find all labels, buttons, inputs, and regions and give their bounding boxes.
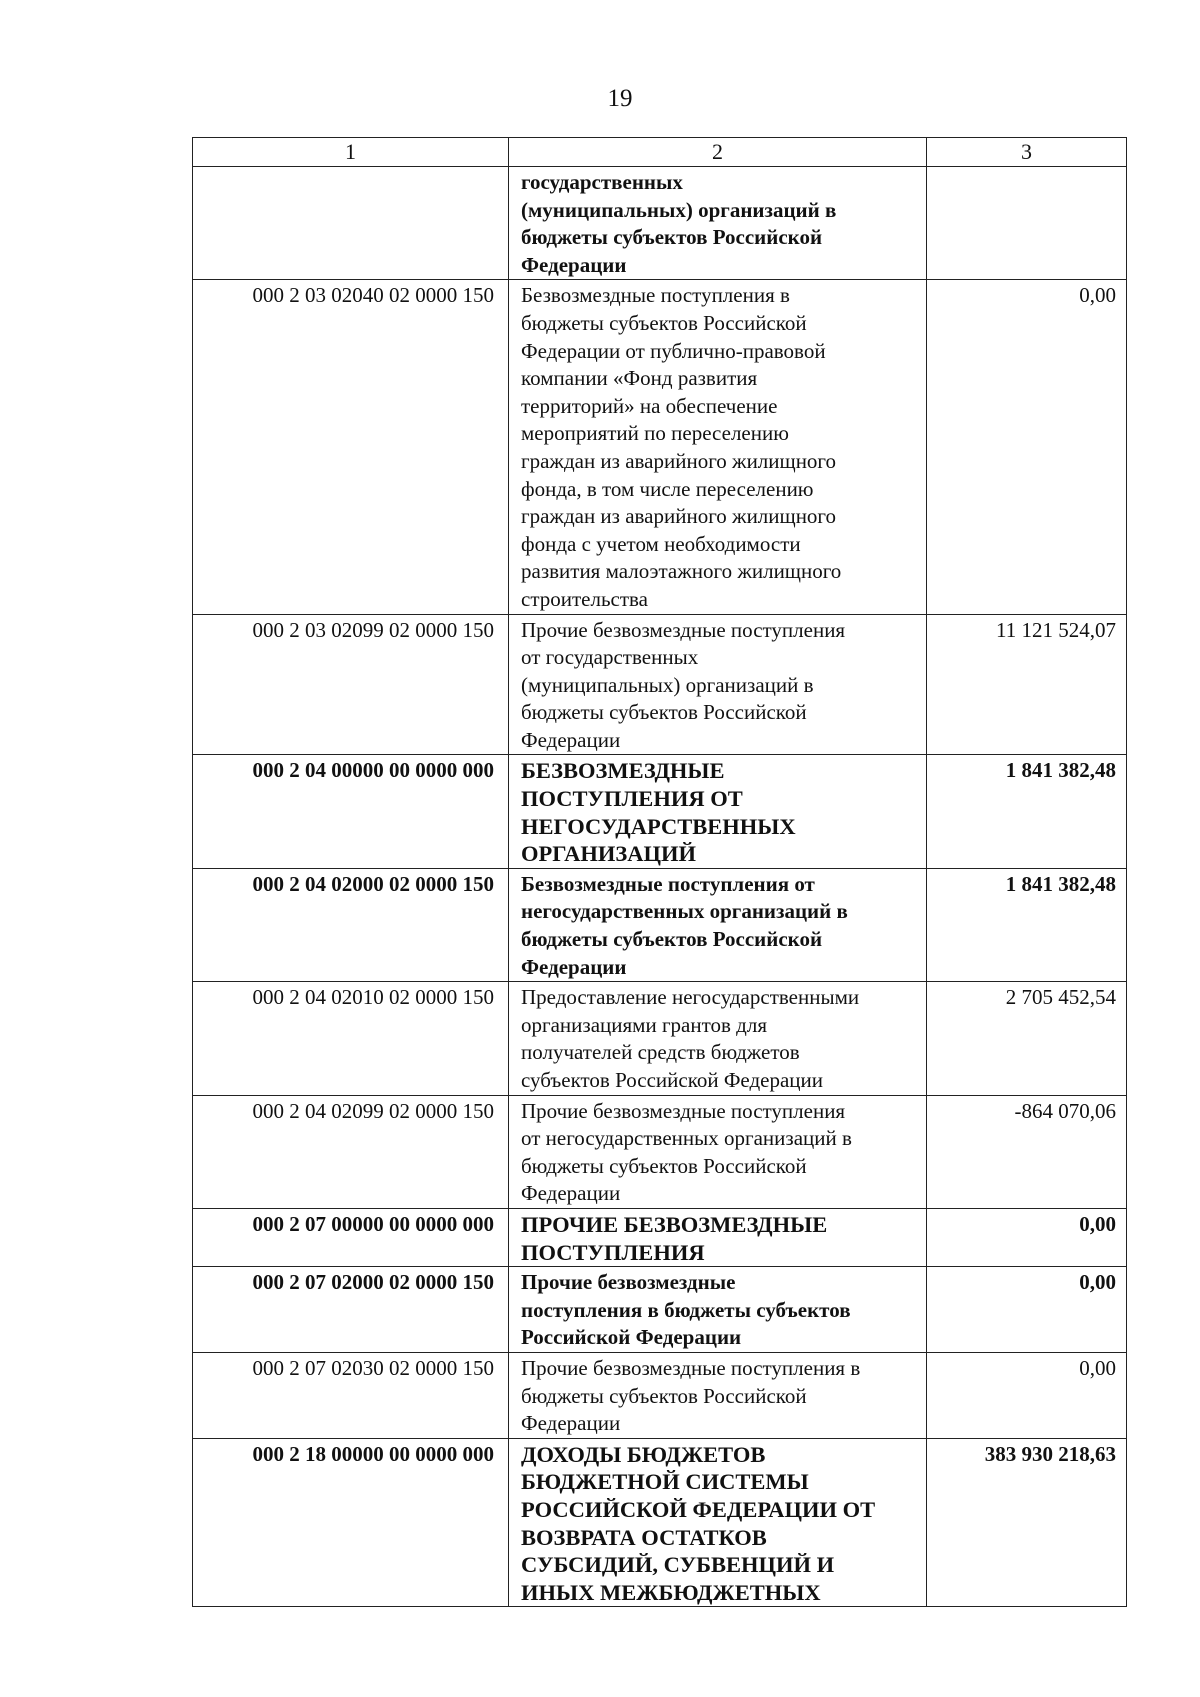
- table-row: [193, 1438, 1127, 1607]
- revenue-name-line: Федерации: [521, 1411, 621, 1436]
- revenue-name-line: территорий» на обеспечение: [521, 393, 778, 418]
- revenue-name-line: Прочие безвозмездные поступления в: [521, 1355, 861, 1380]
- budget-code-cell: 000 2 03 02099 02 0000 150: [193, 614, 509, 755]
- revenue-name-line: поступления в бюджеты субъектов: [521, 1297, 851, 1322]
- revenue-name-line: ПРОЧИЕ БЕЗВОЗМЕЗДНЫЕ: [521, 1211, 828, 1237]
- revenue-name-line: БЮДЖЕТНОЙ СИСТЕМЫ: [521, 1469, 809, 1495]
- column-header-amount: 3: [927, 138, 1127, 167]
- revenue-name-line: ВОЗВРАТА ОСТАТКОВ: [521, 1524, 767, 1550]
- revenue-name-line: бюджеты субъектов Российской: [521, 927, 823, 952]
- revenue-name-line: фонда, в том числе переселению: [521, 476, 814, 501]
- revenue-name-line: ПОСТУПЛЕНИЯ: [521, 1239, 705, 1265]
- column-header-code: 1: [193, 138, 509, 167]
- revenue-name-line: Прочие безвозмездные: [521, 1270, 736, 1295]
- budget-code-cell: 000 2 04 02099 02 0000 150: [193, 1095, 509, 1208]
- amount-cell: 0,00: [927, 1208, 1127, 1266]
- table-row: [193, 1095, 1127, 1208]
- revenue-name-line: РОССИЙСКОЙ ФЕДЕРАЦИИ ОТ: [521, 1496, 876, 1522]
- budget-code-cell: 000 2 07 02030 02 0000 150: [193, 1352, 509, 1438]
- revenue-name-cell: [509, 982, 927, 1095]
- revenue-name-cell: [509, 167, 927, 280]
- revenue-table: [192, 137, 1127, 1607]
- table-header-row: [193, 138, 1127, 167]
- table-row: [193, 868, 1127, 981]
- budget-code-cell: 000 2 18 00000 00 0000 000: [193, 1438, 509, 1607]
- revenue-name-line: от негосударственных организаций в: [521, 1126, 852, 1151]
- revenue-name-line: ПОСТУПЛЕНИЯ ОТ: [521, 786, 743, 812]
- budget-code-cell: 000 2 03 02040 02 0000 150: [193, 280, 509, 614]
- revenue-name-cell: [509, 1208, 927, 1266]
- budget-code-cell: [193, 167, 509, 280]
- column-header-name: 2: [509, 138, 927, 167]
- revenue-name-line: Российской Федерации: [521, 1325, 742, 1350]
- amount-cell: 1 841 382,48: [927, 868, 1127, 981]
- amount-cell: 2 705 452,54: [927, 982, 1127, 1095]
- revenue-name-line: бюджеты субъектов Российской: [521, 1153, 807, 1178]
- amount-cell: 0,00: [927, 280, 1127, 614]
- revenue-name-line: НЕГОСУДАРСТВЕННЫХ: [521, 813, 796, 839]
- revenue-name-line: граждан из аварийного жилищного: [521, 448, 837, 473]
- revenue-name-cell: [509, 1352, 927, 1438]
- revenue-name-line: бюджеты субъектов Российской: [521, 700, 807, 725]
- revenue-name-line: компании «Фонд развития: [521, 366, 758, 391]
- revenue-name-line: бюджеты субъектов Российской: [521, 225, 823, 250]
- amount-cell: 1 841 382,48: [927, 755, 1127, 868]
- revenue-name-line: (муниципальных) организаций в: [521, 197, 837, 222]
- revenue-name-line: Федерации: [521, 252, 627, 277]
- revenue-name-cell: [509, 1267, 927, 1353]
- revenue-name-line: субъектов Российской Федерации: [521, 1068, 824, 1092]
- table-row: [193, 1352, 1127, 1438]
- revenue-name-cell: [509, 1438, 927, 1607]
- revenue-name-line: Федерации: [521, 954, 627, 979]
- revenue-name-line: (муниципальных) организаций в: [521, 672, 814, 697]
- revenue-name-line: от государственных: [521, 645, 699, 670]
- budget-code-cell: 000 2 04 02010 02 0000 150: [193, 982, 509, 1095]
- table-row: [193, 280, 1127, 614]
- amount-cell: [927, 167, 1127, 280]
- amount-cell: -864 070,06: [927, 1095, 1127, 1208]
- page-number: 19: [607, 85, 633, 112]
- table-row: [193, 167, 1127, 280]
- revenue-name-line: получателей средств бюджетов: [521, 1040, 800, 1065]
- revenue-name-cell: [509, 755, 927, 868]
- revenue-name-line: граждан из аварийного жилищного: [521, 504, 837, 529]
- budget-code-cell: 000 2 04 02000 02 0000 150: [193, 868, 509, 981]
- revenue-name-line: БЕЗВОЗМЕЗДНЫЕ: [521, 758, 725, 784]
- revenue-name-line: ДОХОДЫ БЮДЖЕТОВ: [521, 1441, 766, 1467]
- table-row: [193, 755, 1127, 868]
- revenue-name-line: организациями грантов для: [521, 1012, 768, 1037]
- table-row: [193, 614, 1127, 755]
- revenue-name-cell: [509, 280, 927, 614]
- revenue-name-line: развития малоэтажного жилищного: [521, 559, 842, 584]
- revenue-name-line: Федерации: [521, 1181, 621, 1206]
- table-row: [193, 1208, 1127, 1266]
- revenue-name-line: СУБСИДИЙ, СУБВЕНЦИЙ И: [521, 1552, 835, 1578]
- revenue-name-line: Безвозмездные поступления в: [521, 283, 790, 308]
- table-row: [193, 982, 1127, 1095]
- revenue-name-line: государственных: [521, 170, 683, 194]
- amount-cell: 0,00: [927, 1352, 1127, 1438]
- revenue-name-line: Предоставление негосударственными: [521, 985, 860, 1010]
- amount-cell: 0,00: [927, 1267, 1127, 1353]
- revenue-name-line: Федерации от публично-правовой: [521, 338, 826, 363]
- revenue-name-line: бюджеты субъектов Российской: [521, 310, 807, 335]
- revenue-name-line: бюджеты субъектов Российской: [521, 1383, 807, 1408]
- revenue-name-line: фонда с учетом необходимости: [521, 531, 801, 556]
- revenue-name-line: Прочие безвозмездные поступления: [521, 617, 846, 642]
- revenue-name-line: негосударственных организаций в: [521, 899, 848, 924]
- revenue-name-line: Безвозмездные поступления от: [521, 871, 815, 896]
- budget-code-cell: 000 2 04 00000 00 0000 000: [193, 755, 509, 868]
- revenue-name-line: строительства: [521, 586, 649, 611]
- revenue-name-cell: [509, 1095, 927, 1208]
- revenue-name-cell: [509, 614, 927, 755]
- revenue-name-line: мероприятий по переселению: [521, 421, 789, 446]
- revenue-name-line: Федерации: [521, 727, 621, 752]
- revenue-name-line: Прочие безвозмездные поступления: [521, 1098, 846, 1123]
- budget-code-cell: 000 2 07 02000 02 0000 150: [193, 1267, 509, 1353]
- table-body: [193, 167, 1127, 1607]
- amount-cell: 11 121 524,07: [927, 614, 1127, 755]
- table-row: [193, 1267, 1127, 1353]
- revenue-name-line: ИНЫХ МЕЖБЮДЖЕТНЫХ: [521, 1579, 821, 1605]
- amount-cell: 383 930 218,63: [927, 1438, 1127, 1607]
- budget-code-cell: 000 2 07 00000 00 0000 000: [193, 1208, 509, 1266]
- revenue-name-cell: [509, 868, 927, 981]
- revenue-name-line: ОРГАНИЗАЦИЙ: [521, 841, 696, 867]
